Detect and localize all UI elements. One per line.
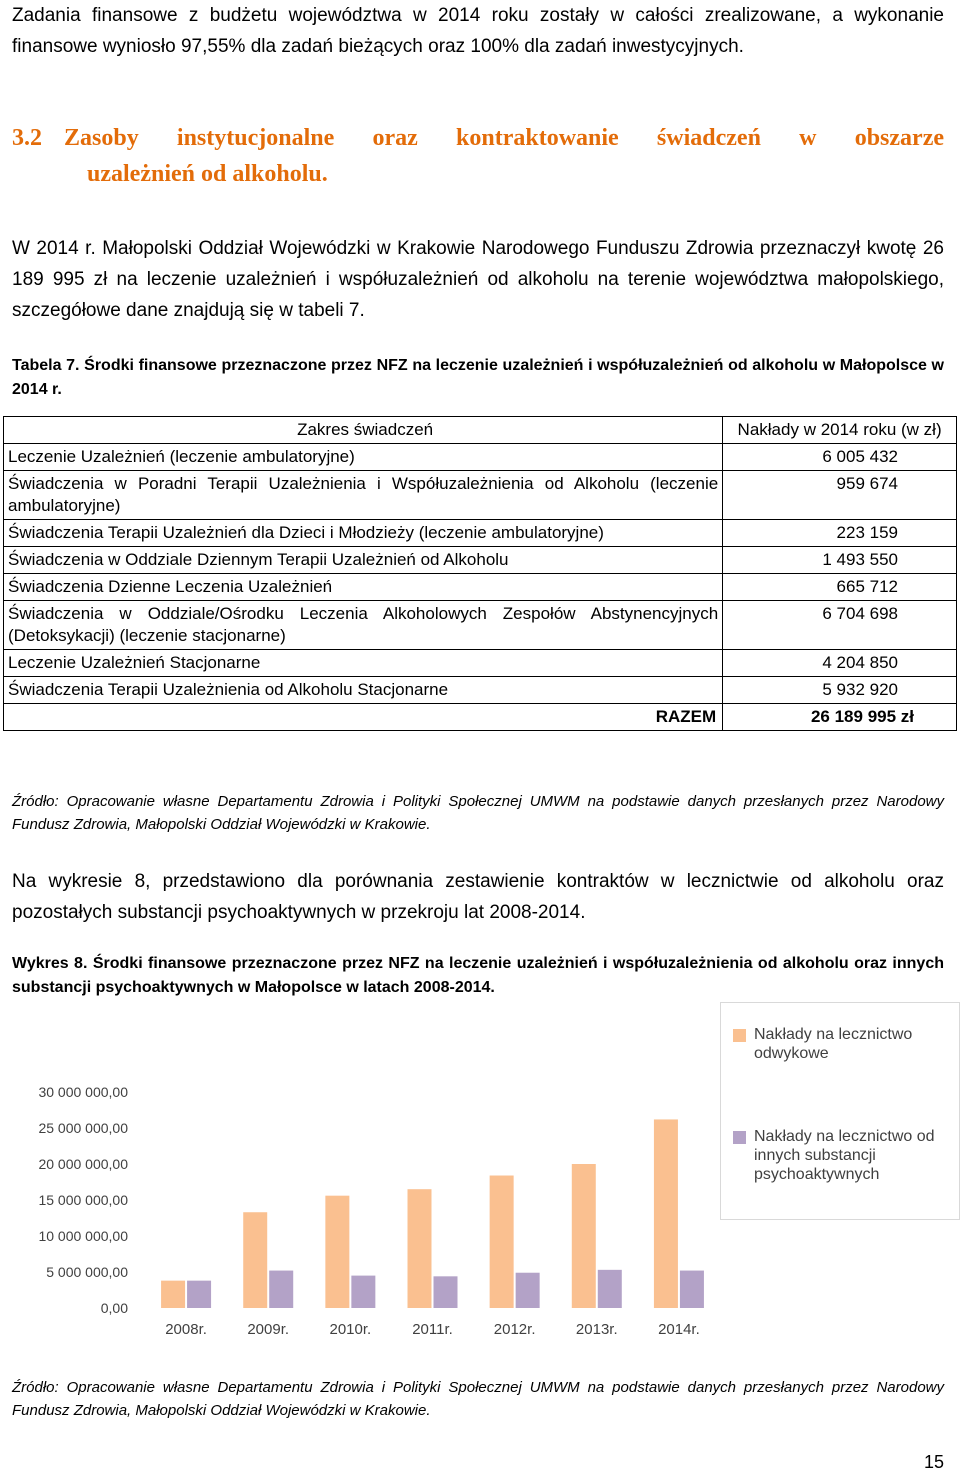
- legend-swatch: [733, 1131, 746, 1144]
- legend-label: Nakłady na lecznictwo odwykowe: [754, 1026, 913, 1062]
- source-note: Źródło: Opracowanie własne Departamentu Zdrowia i Polityki Społecznej UMWM na podstawie danych przesłanych przez Narodowy Fundusz Zdrowia, Małopolski Oddział Wojewódzki w Krakowie.: [12, 1379, 944, 1419]
- bar-other-substances: [680, 1271, 704, 1308]
- section-title-line1: Zasoby instytucjonalne oraz kontraktowanie świadczeń w obszarze: [64, 125, 944, 151]
- x-tick-label: 2013r.: [575, 1321, 618, 1338]
- section-title-line2: uzależnień od alkoholu.: [87, 161, 328, 187]
- row-value: 223 159: [723, 520, 957, 547]
- header-scope: Zakres świadczeń: [4, 417, 723, 444]
- table-header-row: [4, 417, 957, 444]
- x-tick-label: 2009r.: [247, 1321, 290, 1338]
- y-tick-label: 15 000 000,00: [38, 1192, 128, 1208]
- table-caption-text: Środki finansowe przeznaczone przez NFZ na leczenie uzależnień i współuzależnień od alkoholu w Małopolsce w 2014 r.: [12, 357, 945, 398]
- row-label: Świadczenia w Oddziale Dziennym Terapii Uzależnień od Alkoholu: [4, 547, 723, 574]
- header-amount: Nakłady w 2014 roku (w zł): [723, 417, 957, 444]
- legend-item-other-substances: [733, 1127, 944, 1184]
- y-tick-label: 20 000 000,00: [38, 1156, 128, 1172]
- bar-other-substances: [598, 1270, 622, 1308]
- table-row: [4, 574, 957, 601]
- x-tick-label: 2008r.: [165, 1321, 207, 1338]
- y-tick-label: 30 000 000,00: [38, 1084, 128, 1100]
- table-caption: [12, 354, 944, 402]
- total-label: RAZEM: [4, 704, 723, 731]
- legend-item-alcohol: [733, 1025, 944, 1063]
- y-tick-label: 25 000 000,00: [38, 1120, 128, 1136]
- row-value: 6 704 698: [723, 601, 957, 650]
- legend-swatch: [733, 1029, 746, 1042]
- table-row: [4, 601, 957, 650]
- chart-legend: [720, 1002, 960, 1220]
- section-number: 3.2: [12, 125, 42, 151]
- bar-alcohol: [408, 1189, 432, 1308]
- total-value: 26 189 995 zł: [723, 704, 957, 731]
- bar-alcohol: [572, 1164, 596, 1308]
- bar-alcohol: [490, 1176, 514, 1308]
- table-row: [4, 650, 957, 677]
- legend-label: Nakłady na lecznictwo od innych substancji psychoaktywnych: [754, 1128, 935, 1183]
- row-label: Leczenie Uzależnień Stacjonarne: [4, 650, 723, 677]
- y-tick-label: 5 000 000,00: [46, 1264, 128, 1280]
- bar-other-substances: [269, 1271, 293, 1308]
- row-value: 959 674: [723, 471, 957, 520]
- bar-alcohol: [654, 1119, 678, 1308]
- row-label: Świadczenia Terapii Uzależnienia od Alkoholu Stacjonarne: [4, 677, 723, 704]
- x-tick-label: 2012r.: [493, 1321, 536, 1338]
- row-label: Świadczenia w Oddziale/Ośrodku Leczenia Alkoholowych Zespołów Abstynencyjnych (Detoksykacji) (leczenie stacjonarne): [4, 601, 723, 650]
- row-value: 665 712: [723, 574, 957, 601]
- bar-other-substances: [187, 1281, 211, 1308]
- bar-alcohol: [161, 1281, 185, 1308]
- funding-table: [3, 416, 957, 731]
- source-note: Źródło: Opracowanie własne Departamentu Zdrowia i Polityki Społecznej UMWM na podstawie danych przesłanych przez Narodowy Fundusz Zdrowia, Małopolski Oddział Wojewódzki w Krakowie.: [12, 793, 944, 833]
- table-row: [4, 520, 957, 547]
- bar-other-substances: [351, 1276, 375, 1308]
- chart-caption-label: Wykres 8.: [12, 955, 88, 972]
- chart-caption: [12, 952, 944, 1000]
- bar-alcohol: [325, 1196, 349, 1308]
- row-label: Świadczenia Dzienne Leczenia Uzależnień: [4, 574, 723, 601]
- x-tick-label: 2014r.: [658, 1321, 700, 1338]
- table-row: [4, 444, 957, 471]
- table-row: [4, 547, 957, 574]
- funding-bar-chart: [0, 1070, 720, 1350]
- section-heading: [12, 120, 944, 192]
- row-label: Leczenie Uzależnień (leczenie ambulatoryjne): [4, 444, 723, 471]
- page-number: 15: [923, 1452, 944, 1472]
- row-label: Świadczenia Terapii Uzależnień dla Dzieci i Młodzieży (leczenie ambulatoryjne): [4, 520, 723, 547]
- row-label: Świadczenia w Poradni Terapii Uzależnienia i Współuzależnienia od Alkoholu (leczenie ambulatoryjne): [4, 471, 723, 520]
- bar-other-substances: [516, 1273, 540, 1308]
- table-caption-label: Tabela 7.: [12, 357, 80, 374]
- y-tick-label: 0,00: [100, 1300, 128, 1316]
- row-value: 5 932 920: [723, 677, 957, 704]
- chart-caption-text: Środki finansowe przeznaczone przez NFZ na leczenie uzależnień i współuzależnienia od alkoholu oraz innych substancji psychoaktywnych w Małopolsce w latach 2008-2014.: [12, 955, 944, 996]
- intro-paragraph: Zadania finansowe z budżetu województwa w 2014 roku zostały w całości zrealizowane, a wykonanie finansowe wyniosło 97,55% dla zadań bieżących oraz 100% dla zadań inwestycyjnych.: [12, 5, 944, 57]
- chart-intro-paragraph: Na wykresie 8, przedstawiono dla porównania zestawienie kontraktów w lecznictwie od alkoholu oraz pozostałych substancji psychoaktywnych w przekroju lat 2008-2014.: [12, 871, 944, 923]
- row-value: 4 204 850: [723, 650, 957, 677]
- x-tick-label: 2011r.: [412, 1321, 453, 1338]
- funding-paragraph: W 2014 r. Małopolski Oddział Wojewódzki w Krakowie Narodowego Funduszu Zdrowia przeznaczył kwotę 26 189 995 zł na leczenie uzależnień i współuzależnień od alkoholu na terenie województwa małopolskiego, szczegółowe dane znajdują się w tabeli 7.: [12, 238, 944, 321]
- table-row: [4, 677, 957, 704]
- row-value: 6 005 432: [723, 444, 957, 471]
- bar-other-substances: [434, 1276, 458, 1308]
- bar-alcohol: [243, 1212, 267, 1308]
- table-total-row: [4, 704, 957, 731]
- table-row: [4, 471, 957, 520]
- row-value: 1 493 550: [723, 547, 957, 574]
- x-tick-label: 2010r.: [329, 1321, 372, 1338]
- y-tick-label: 10 000 000,00: [38, 1228, 128, 1244]
